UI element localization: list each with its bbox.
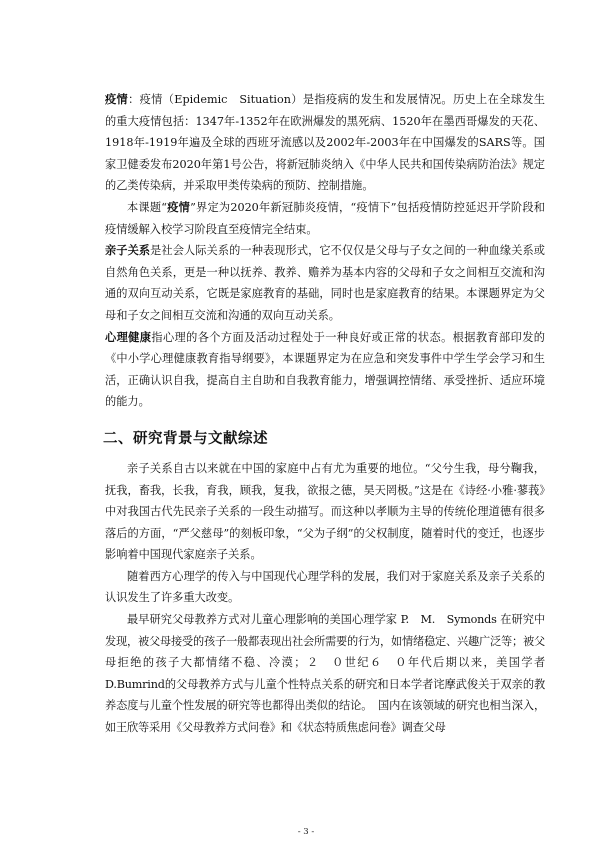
definition-mental-health-text: 指心理的各个方面及活动过程处于一种良好或正常的状态。根据教育部印发的《中小学心理健康教育指导纲要》，本课题界定为在应急和突发事件中学生学会学习和生活，正确认识自我，提高自主自助和自我教育能力，增强调控情绪、承受挫折、适应环境的能力。 — [105, 330, 545, 409]
definition-epidemic — [105, 89, 545, 197]
background-paragraph-2: 随着西方心理学的传入与中国现代心理学科的发展，我们对于家庭关系及亲子关系的认识发生了许多重大改变。 — [105, 569, 545, 605]
definition-mental-health — [105, 327, 545, 413]
term-epidemic: 疫情 — [105, 92, 129, 106]
page-body — [105, 89, 545, 739]
background-paragraph-3: 最早研究父母教养方式对儿童心理影响的美国心理学家 P. M. Symonds 在研究中发现，被父母接受的孩子一般都表现出社会所需要的行为，如情绪稳定、兴趣广泛等；被父母拒绝的孩子大都情绪不稳、冷漠；２ ０世纪６ ０年代后期以来，美国学者D.Bumrind的父母教养方式与儿童个性特点关系的研究和日本学者诧摩武俊关于双亲的教养态度与儿童个性发展的研究等也都得出类似的结论。 国内在该领域的研究也相当深入，如王欣等采用《父母教养方式问卷》和《状态特质焦虑问卷》调查父母 — [105, 613, 545, 735]
section-heading: 二、研究背景与文献综述 — [103, 429, 268, 447]
definition-parent-child-text: 是社会人际关系的一种表现形式，它不仅仅是父母与子女之间的一种血缘关系或自然角色关系，更是一种以抚养、教养、赡养为基本内容的父母和子女之间相互交流和沟通的双向互动关系，它既是家庭教育的基础，同时也是家庭教育的结果。本课题界定为父母和子女之间相互交流和沟通的双向互动关系。 — [105, 244, 545, 322]
page-number: - 3 - — [297, 827, 315, 837]
definition-epidemic-scope — [105, 197, 545, 240]
epidemic-scope-text: ”界定为2020年新冠肺炎疫情，“疫情下”包括疫情防控延迟开学阶段和疫情缓解入校学习阶段直至疫情完全结束。 — [105, 200, 545, 236]
background-paragraph-1: 亲子关系自古以来就在中国的家庭中占有尤为重要的地位。“父兮生我，母兮鞠我，抚我，畜我，长我，育我，顾我，复我，欲报之德，昊天罔极。”这是在《诗经·小雅·蓼莪》中对我国古代先民亲子关系的一段生动描写。而这种以孝顺为主导的传统伦理道德有很多落后的方面，“严父慈母”的刻板印象，“父为子纲”的父权制度，随着时代的变迁，也逐步影响着中国现代家庭亲子关系。 — [105, 461, 545, 562]
term-mental-health: 心理健康 — [105, 329, 152, 344]
epidemic-scope-prefix: 本课题“ — [127, 200, 167, 214]
definition-epidemic-text: ：疫情（Epidemic Situation）是指疫病的发生和发展情况。历史上在全球发生的重大疫情包括：1347年-1352年在欧洲爆发的黑死病、1520年在墨西哥爆发的天花、1918年-1919年遍及全球的西班牙流感以及2002年-2003年在中国爆发的SARS等。国家卫健委发布2020年第1号公告，将新冠肺炎纳入《中华人民共和国传染病防治法》规定的乙类传染病，并采取甲类传染病的预防、控制措施。 — [105, 93, 545, 193]
term-parent-child: 亲子关系 — [105, 243, 151, 258]
definition-parent-child — [105, 240, 545, 326]
term-epidemic-scope: 疫情 — [167, 199, 191, 214]
